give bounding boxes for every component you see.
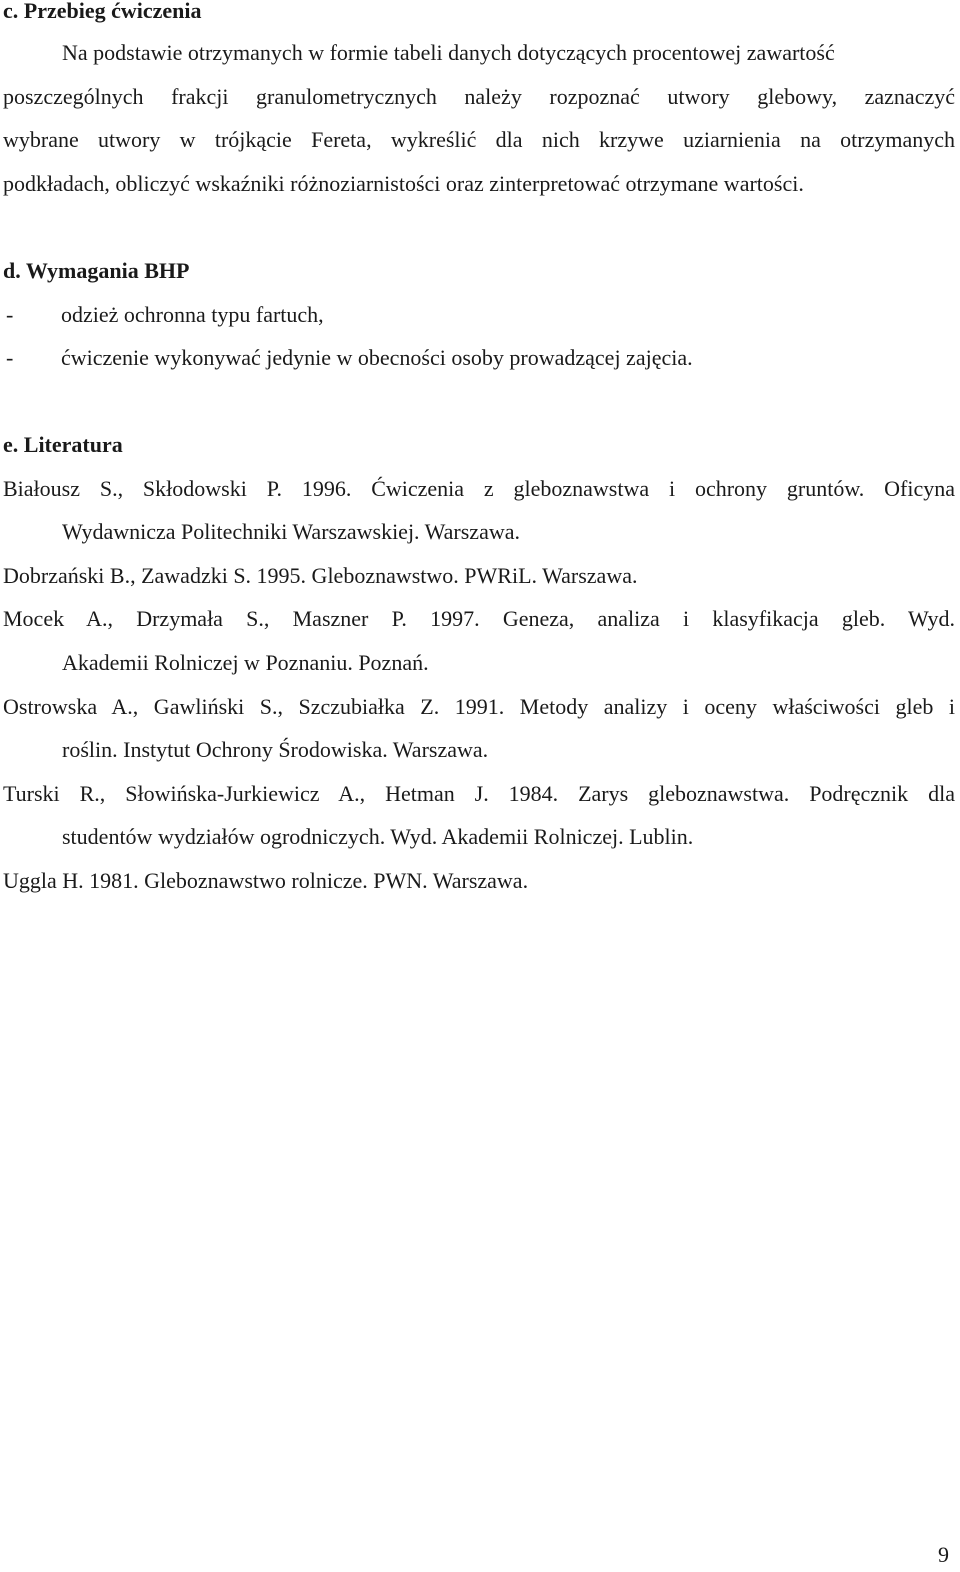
- paragraph-line: Na podstawie otrzymanych w formie tabeli danych dotyczących procentowej zawartość: [62, 40, 835, 65]
- section-heading-literatura: e. Literatura: [3, 432, 123, 457]
- paragraph-line: podkładach, obliczyć wskaźniki różnoziarnistości oraz zinterpretować otrzymane wartości.: [3, 171, 804, 196]
- paragraph-line: poszczególnych frakcji granulometrycznych należy rozpoznać utwory glebowy, zaznaczyć: [3, 84, 955, 109]
- reference-entry: Dobrzański B., Zawadzki S. 1995. Gleboznawstwo. PWRiL. Warszawa.: [3, 563, 638, 588]
- reference-entry: Mocek A., Drzymała S., Maszner P. 1997. Geneza, analiza i klasyfikacja gleb. Wyd.: [3, 606, 955, 631]
- paragraph-line: wybrane utwory w trójkącie Fereta, wykreślić dla nich krzywe uziarnienia na otrzymanych: [3, 127, 955, 152]
- section-heading-przebieg: c. Przebieg ćwiczenia: [3, 0, 202, 23]
- reference-continuation: roślin. Instytut Ochrony Środowiska. Warszawa.: [62, 737, 489, 762]
- list-item-text: odzież ochronna typu fartuch,: [61, 302, 324, 327]
- reference-entry: Białousz S., Skłodowski P. 1996. Ćwiczenia z gleboznawstwa i ochrony gruntów. Oficyna: [3, 476, 955, 501]
- reference-continuation: studentów wydziałów ogrodniczych. Wyd. Akademii Rolniczej. Lublin.: [62, 824, 694, 849]
- section-heading-bhp: d. Wymagania BHP: [3, 258, 190, 283]
- reference-continuation: Wydawnicza Politechniki Warszawskiej. Warszawa.: [62, 519, 520, 544]
- page-number: 9: [938, 1542, 949, 1567]
- bullet-dash: -: [6, 302, 14, 327]
- reference-entry: Uggla H. 1981. Gleboznawstwo rolnicze. PWN. Warszawa.: [3, 868, 529, 893]
- reference-continuation: Akademii Rolniczej w Poznaniu. Poznań.: [62, 650, 429, 675]
- reference-entry: Turski R., Słowińska-Jurkiewicz A., Hetman J. 1984. Zarys gleboznawstwa. Podręcznik dla: [3, 781, 955, 806]
- list-item-text: ćwiczenie wykonywać jedynie w obecności osoby prowadzącej zajęcia.: [61, 345, 693, 370]
- bullet-dash: -: [6, 345, 14, 370]
- reference-entry: Ostrowska A., Gawliński S., Szczubiałka Z. 1991. Metody analizy i oceny właściwości gleb i: [3, 694, 955, 719]
